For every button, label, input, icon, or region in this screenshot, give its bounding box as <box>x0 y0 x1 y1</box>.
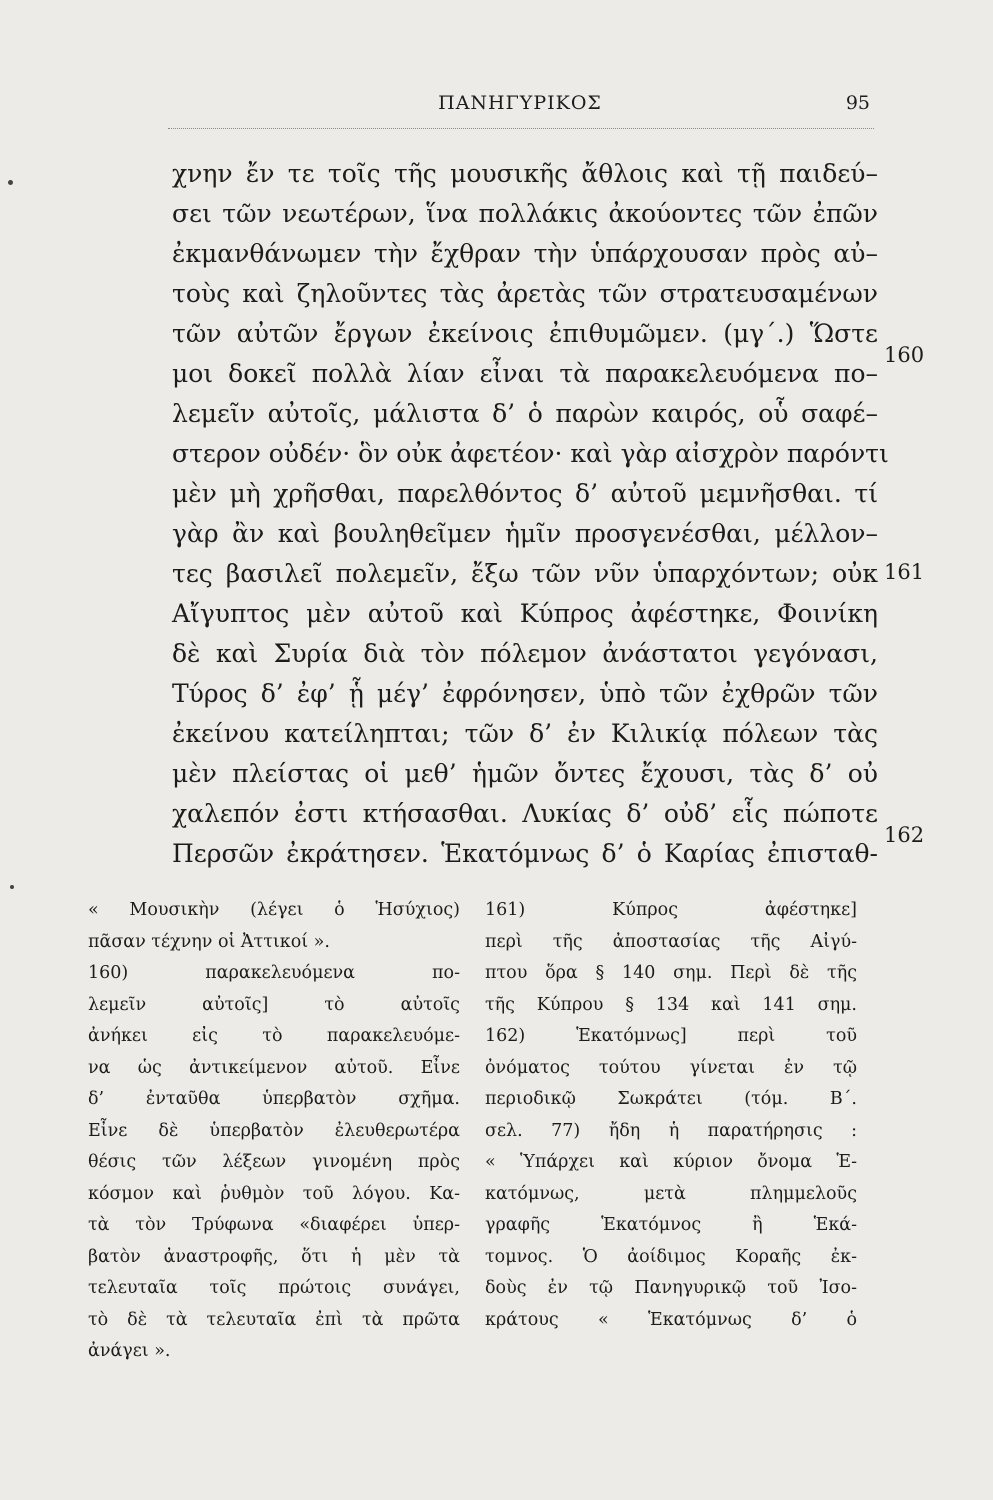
footnote-line: δοὺς ἐν τῷ Πανηγυρικῷ τοῦ Ἰσο- <box>485 1278 857 1298</box>
footnote-line: πτου ὅρα § 140 σημ. Περὶ δὲ τῆς <box>485 963 857 983</box>
text-line: λεμεῖν αὐτοῖς, μάλιστα δ’ ὁ παρὼν καιρός, οὗ σαφέ– <box>172 399 878 428</box>
footnote-line: κόσμον καὶ ῥυθμὸν τοῦ λόγου. Κα- <box>88 1183 460 1204</box>
running-head <box>160 92 880 124</box>
main-text <box>172 154 889 874</box>
margin-mark <box>10 885 14 889</box>
text-line: ἐκείνου κατείληπται; τῶν δ’ ἐν Κιλικίᾳ πόλεων τὰς <box>172 719 878 748</box>
footnote-line: ἀνήκει εἰς τὸ παρακελευόμε- <box>88 1026 460 1046</box>
margin-mark <box>8 180 13 185</box>
footnote-line: θέσις τῶν λέξεων γινομένη πρὸς <box>88 1152 460 1172</box>
footnote-line: 162) Ἑκατόμνως] περὶ τοῦ <box>485 1026 857 1046</box>
text-line: μὲν μὴ χρῆσθαι, παρελθόντος δ’ αὐτοῦ μεμνῆσθαι. τί <box>172 479 878 508</box>
footnote-line: περιοδικῷ Σωκράτει (τόμ. Β΄. <box>485 1089 857 1109</box>
text-line: γὰρ ἂν καὶ βουληθεῖμεν ἡμῖν προσγενέσθαι, μέλλον– <box>172 519 878 548</box>
text-line: Περσῶν ἐκράτησεν. Ἑκατόμνως δ’ ὁ Καρίας ἐπισταθ- <box>172 839 878 868</box>
footnote-line: ἀνάγει ». <box>88 1341 171 1361</box>
footnote-line: κατόμνως, μετὰ πλημμελοῦς <box>485 1183 857 1204</box>
header-rule <box>168 128 874 129</box>
text-line: τες βασιλεῖ πολεμεῖν, ἔξω τῶν νῦν ὑπαρχόντων; οὐκ <box>172 559 878 588</box>
text-line: μὲν πλείστας οἱ μεθ’ ἡμῶν ὄντες ἔχουσι, τὰς δ’ οὐ <box>172 759 878 788</box>
footnote-line: γραφῆς Ἑκατόμνος ἢ Ἑκά- <box>485 1215 857 1235</box>
text-line: δὲ καὶ Συρία διὰ τὸν πόλεμον ἀνάστατοι γεγόνασι, <box>172 639 878 668</box>
text-line: χαλεπόν ἐστι κτήσασθαι. Λυκίας δ’ οὐδ’ εἷς πώποτε <box>172 799 878 828</box>
section-number: 160 <box>884 343 925 367</box>
footnote-line: τὰ τὸν Τρύφωνα «διαφέρει ὑπερ- <box>88 1215 460 1235</box>
footnote-line: να ὡς ἀντικείμενον αὐτοῦ. Εἶνε <box>88 1057 460 1078</box>
footnotes-left-column <box>88 895 460 1368</box>
text-line: μοι δοκεῖ πολλὰ λίαν εἶναι τὰ παρακελευόμενα πο– <box>172 359 878 388</box>
section-number: 161 <box>884 560 925 584</box>
footnote-line: 161) Κύπρος ἀφέστηκε] <box>485 900 857 920</box>
footnote-line: δ’ ἐνταῦθα ὑπερβατὸν σχῆμα. <box>88 1089 460 1109</box>
text-line: Τύρος δ’ ἐφ’ ᾗ μέγ’ ἐφρόνησεν, ὑπὸ τῶν ἐχθρῶν τῶν <box>172 679 878 708</box>
footnote-line: περὶ τῆς ἀποστασίας τῆς Αἰγύ- <box>485 931 857 952</box>
footnote-line: λεμεῖν αὐτοῖς] τὸ αὐτοῖς <box>88 994 460 1015</box>
text-line: στερον οὐδέν· ὃν οὐκ ἀφετέον· καὶ γὰρ αἰσχρὸν παρόντι <box>172 439 889 468</box>
text-line: ἐκμανθάνωμεν τὴν ἔχθραν τὴν ὑπάρχουσαν πρὸς αὐ– <box>172 239 878 268</box>
footnote-line: κράτους « Ἑκατόμνως δ’ ὁ <box>485 1309 857 1330</box>
footnote-line: « Ὑπάρχει καὶ κύριον ὄνομα Ἑ- <box>485 1152 857 1172</box>
footnote-line: 160) παρακελευόμενα πο- <box>88 963 460 983</box>
text-line: σει τῶν νεωτέρων, ἵνα πολλάκις ἀκούοντες τῶν ἐπῶν <box>172 199 878 228</box>
footnote-line: τῆς Κύπρου § 134 καὶ 141 σημ. <box>485 994 857 1015</box>
text-line: τῶν αὐτῶν ἔργων ἐκείνοις ἐπιθυμῶμεν. (μγ΄.) Ὥστε <box>172 319 878 348</box>
text-line: τοὺς καὶ ζηλοῦντες τὰς ἀρετὰς τῶν στρατευσαμένων <box>172 279 878 308</box>
footnote-line: πᾶσαν τέχνην οἱ Ἀττικοί ». <box>88 931 330 952</box>
text-line: Αἴγυπτος μὲν αὐτοῦ καὶ Κύπρος ἀφέστηκε, Φοινίκη <box>172 599 878 628</box>
page-number: 95 <box>845 92 870 114</box>
footnote-line: Εἶνε δὲ ὑπερβατὸν ἐλευθερωτέρα <box>88 1120 460 1141</box>
footnote-line: ὀνόματος τούτου γίνεται ἐν τῷ <box>485 1057 857 1078</box>
footnote-line: « Μουσικὴν (λέγει ὁ Ἡσύχιος) <box>88 900 460 920</box>
footnote-line: τὸ δὲ τὰ τελευταῖα ἐπὶ τὰ πρῶτα <box>88 1309 460 1330</box>
footnote-line: βατὸν ἀναστροφῆς, ὅτι ἡ μὲν τὰ <box>88 1246 460 1267</box>
section-number: 162 <box>884 823 925 847</box>
text-line: χνην ἔν τε τοῖς τῆς μουσικῆς ἄθλοις καὶ τῇ παιδεύ– <box>172 159 878 188</box>
footnotes-right-column <box>485 895 857 1336</box>
running-title: ΠΑΝΗΓΥΡΙΚΟΣ <box>438 92 602 114</box>
footnote-line: τομνος. Ὁ ἀοίδιμος Κοραῆς ἐκ- <box>485 1246 857 1267</box>
footnote-line: σελ. 77) ἤδη ἡ παρατήρησις : <box>485 1120 857 1141</box>
footnote-line: τελευταῖα τοῖς πρώτοις συνάγει, <box>88 1278 460 1298</box>
